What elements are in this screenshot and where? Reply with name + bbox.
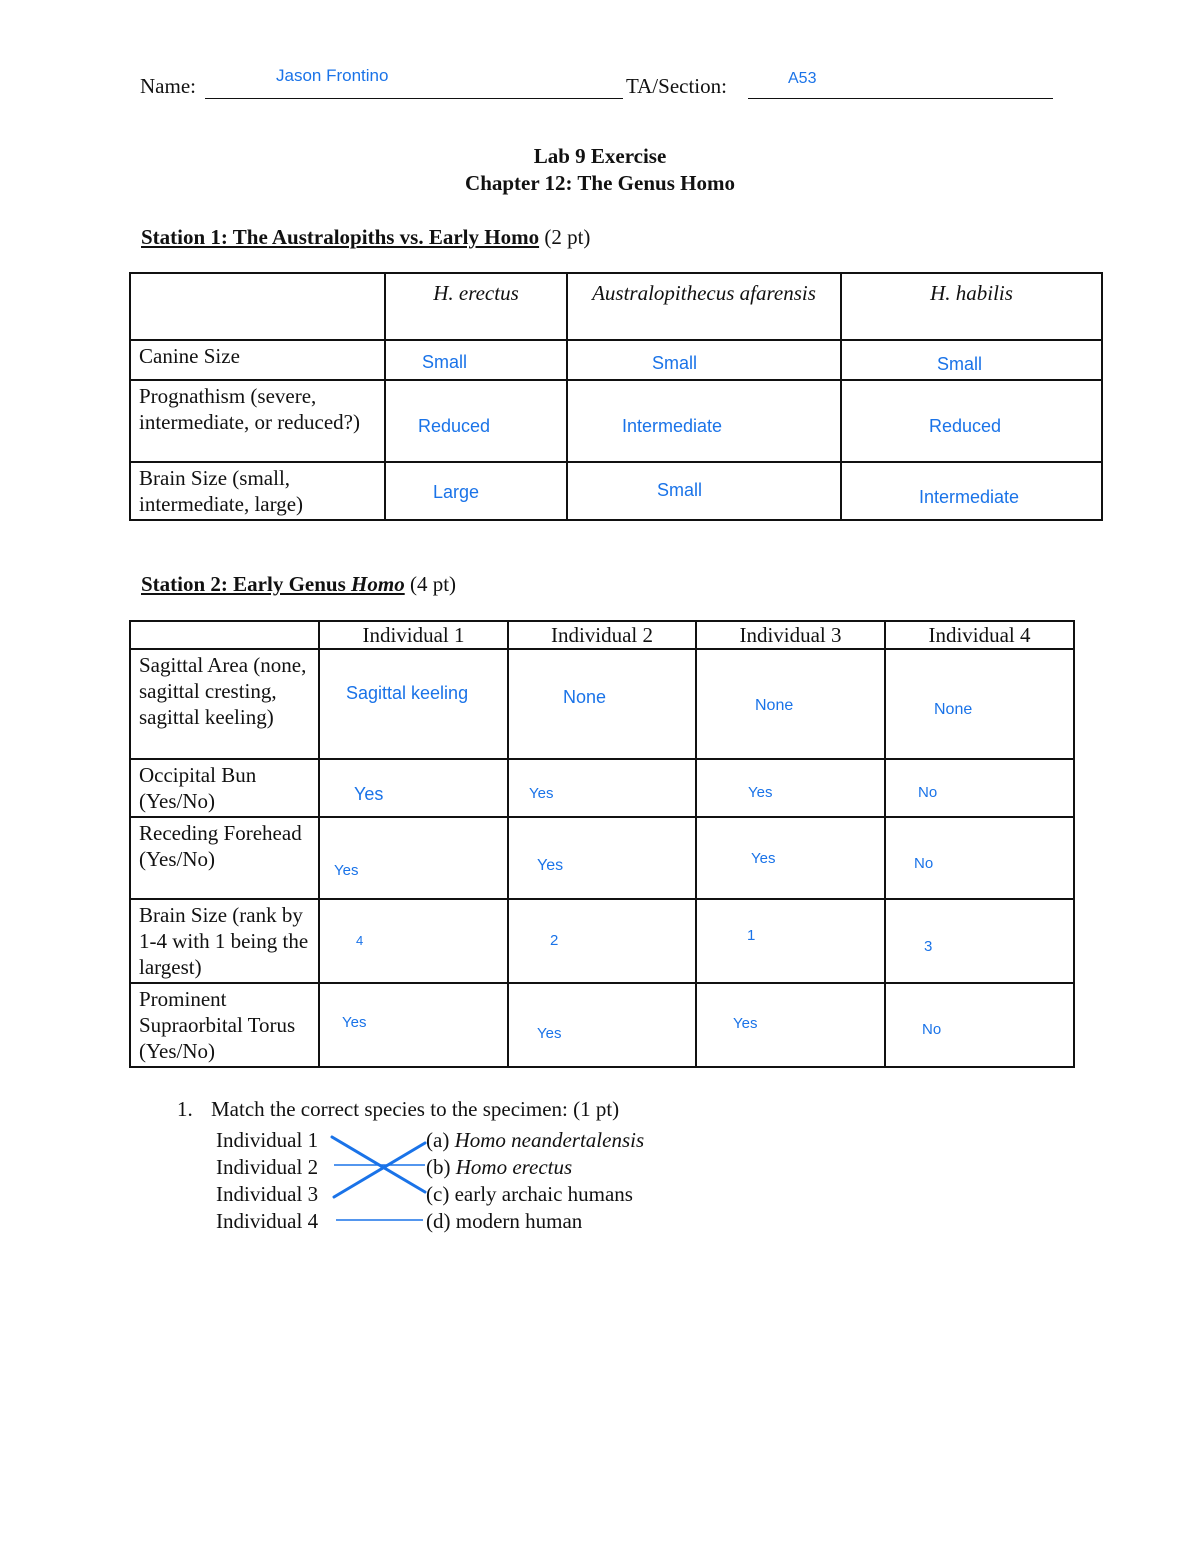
- match-option-a: (a) Homo neandertalensis: [426, 1128, 645, 1152]
- name-field[interactable]: Jason Frontino: [276, 66, 389, 85]
- station2-col-individual-4: Individual 4: [885, 621, 1074, 649]
- station2-cell[interactable]: None: [696, 649, 885, 759]
- ta-section-label: TA/Section:: [626, 74, 727, 98]
- station1-cell[interactable]: Small: [841, 340, 1102, 380]
- station2-cell[interactable]: Yes: [319, 983, 508, 1067]
- station2-row-label: Brain Size (rank by 1-4 with 1 being the largest): [130, 899, 319, 983]
- station2-cell[interactable]: 3: [885, 899, 1074, 983]
- station1-row-label: Brain Size (small, intermediate, large): [130, 462, 385, 520]
- station2-points: (4 pt): [409, 572, 457, 596]
- station1-cell[interactable]: Small: [385, 340, 567, 380]
- station2-cell[interactable]: No: [885, 983, 1074, 1067]
- page-title: Lab 9 Exercise: [533, 144, 667, 168]
- station1-cell[interactable]: Intermediate: [567, 380, 841, 462]
- station1-cell[interactable]: Small: [567, 462, 841, 520]
- question1-text: Match the correct species to the specimen: (1 pt): [211, 1097, 620, 1121]
- station1-cell[interactable]: Intermediate: [841, 462, 1102, 520]
- station2-cell[interactable]: Yes: [696, 983, 885, 1067]
- station1-points: (2 pt): [544, 225, 591, 249]
- station2-cell[interactable]: 2: [508, 899, 696, 983]
- station2-cell[interactable]: 1: [696, 899, 885, 983]
- station1-col-h-habilis: H. habilis: [841, 273, 1102, 340]
- station2-cell[interactable]: Yes: [696, 817, 885, 899]
- match-individual-4: Individual 4: [216, 1209, 319, 1233]
- match-line-3-to-a: [334, 1143, 425, 1197]
- station2-cell[interactable]: No: [885, 759, 1074, 817]
- station1-cell[interactable]: Reduced: [385, 380, 567, 462]
- ta-section-field[interactable]: A53: [788, 70, 817, 87]
- station1-row-label: Canine Size: [130, 340, 385, 380]
- match-option-b: (b) Homo erectus: [426, 1155, 573, 1179]
- station2-row-label: Sagittal Area (none, sagittal cresting, sagittal keeling): [130, 649, 319, 759]
- question1-number: 1.: [177, 1097, 193, 1121]
- station2-cell[interactable]: Yes: [508, 759, 696, 817]
- station1-row-label: Prognathism (severe, intermediate, or reduced?): [130, 380, 385, 462]
- station1-col-h-erectus: H. erectus: [385, 273, 567, 340]
- station2-col-individual-2: Individual 2: [508, 621, 696, 649]
- match-individual-3: Individual 3: [216, 1182, 319, 1206]
- station2-row-label: Occipital Bun (Yes/No): [130, 759, 319, 817]
- match-individual-1: Individual 1: [216, 1128, 319, 1152]
- station2-cell[interactable]: Yes: [508, 817, 696, 899]
- station2-row-label: Receding Forehead (Yes/No): [130, 817, 319, 899]
- name-label: Name:: [140, 74, 196, 98]
- station2-cell[interactable]: Yes: [319, 759, 508, 817]
- match-option-c: (c) early archaic humans: [426, 1182, 633, 1206]
- station2-cell[interactable]: 4: [319, 899, 508, 983]
- station2-cell[interactable]: Yes: [508, 983, 696, 1067]
- station2-cell[interactable]: Yes: [696, 759, 885, 817]
- station1-cell[interactable]: Reduced: [841, 380, 1102, 462]
- station2-col-individual-1: Individual 1: [319, 621, 508, 649]
- station1-col-a-afarensis: Australopithecus afarensis: [567, 273, 841, 340]
- station1-cell[interactable]: Small: [567, 340, 841, 380]
- station2-row-label: Prominent Supraorbital Torus (Yes/No): [130, 983, 319, 1067]
- station2-cell[interactable]: No: [885, 817, 1074, 899]
- page-subtitle: Chapter 12: The Genus Homo: [465, 171, 735, 195]
- match-option-d: (d) modern human: [426, 1209, 583, 1233]
- station2-cell[interactable]: Sagittal keeling: [319, 649, 508, 759]
- station2-cell[interactable]: None: [508, 649, 696, 759]
- station2-cell[interactable]: Yes: [319, 817, 508, 899]
- station2-heading-text: Station 2: Early Genus Homo: [141, 572, 405, 596]
- station1-heading-text: Station 1: The Australopiths vs. Early Homo: [141, 225, 540, 249]
- match-individual-2: Individual 2: [216, 1155, 319, 1179]
- station1-cell[interactable]: Large: [385, 462, 567, 520]
- station2-cell[interactable]: None: [885, 649, 1074, 759]
- station2-col-individual-3: Individual 3: [696, 621, 885, 649]
